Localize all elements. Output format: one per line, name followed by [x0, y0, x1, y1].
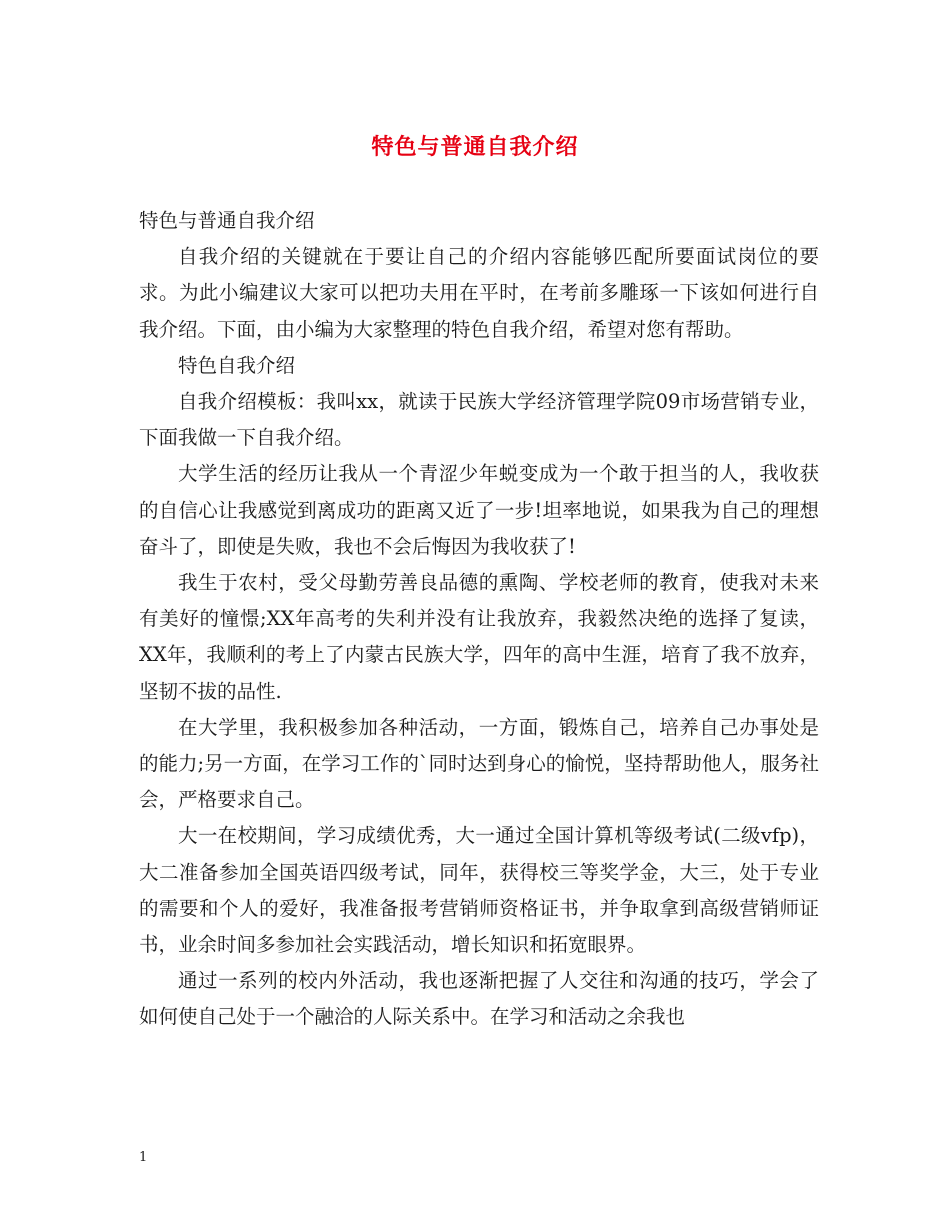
- body-paragraph: 自我介绍模板：我叫xx，就读于民族大学经济管理学院09市场营销专业，下面我做一下自我介绍。: [139, 390, 819, 450]
- body-paragraph: 我生于农村，受父母勤劳善良品德的熏陶、学校老师的教育，使我对未来有美好的憧憬;XX年高考的失利并没有让我放弃，我毅然决绝的选择了复读，XX年，我顺利的考上了内蒙古民族大学，四年的高中生涯，培育了我不放弃，坚韧不拔的品性.: [139, 571, 819, 703]
- body-paragraph: 在大学里，我积极参加各种活动，一方面，锻炼自己，培养自己办事处是的能力;另一方面，在学习工作的`同时达到身心的愉悦，坚持帮助他人，服务社会，严格要求自己。: [139, 715, 819, 812]
- body-paragraph: 大学生活的经历让我从一个青涩少年蜕变成为一个敢于担当的人，我收获的自信心让我感觉到离成功的距离又近了一步!坦率地说，如果我为自己的理想奋斗了，即使是失败，我也不会后悔因为我收获了!: [139, 462, 819, 558]
- body-paragraph: 特色自我介绍: [178, 353, 296, 377]
- body-paragraph: 通过一系列的校内外活动，我也逐渐把握了人交往和沟通的技巧，学会了如何使自己处于一个融洽的人际关系中。在学习和活动之余我也: [139, 969, 819, 1029]
- body-paragraph: 特色与普通自我介绍: [139, 209, 315, 232]
- page-number: 1: [139, 1150, 148, 1165]
- body-paragraph: 自我介绍的关键就在于要让自己的介绍内容能够匹配所要面试岗位的要求。为此小编建议大家可以把功夫用在平时，在考前多雕琢一下该如何进行自我介绍。下面，由小编为大家整理的特色自我介绍，希望对您有帮助。: [139, 245, 819, 341]
- document-body: [139, 203, 819, 1036]
- body-paragraph: 大一在校期间，学习成绩优秀，大一通过全国计算机等级考试(二级vfp)，大二准备参加全国英语四级考试，同年，获得校三等奖学金，大三，处于专业的需要和个人的爱好，我准备报考营销师资格证书，并争取拿到高级营销师证书，业余时间多参加社会实践活动，增长知识和拓宽眼界。: [139, 824, 819, 957]
- document-title: 特色与普通自我介绍: [371, 134, 579, 160]
